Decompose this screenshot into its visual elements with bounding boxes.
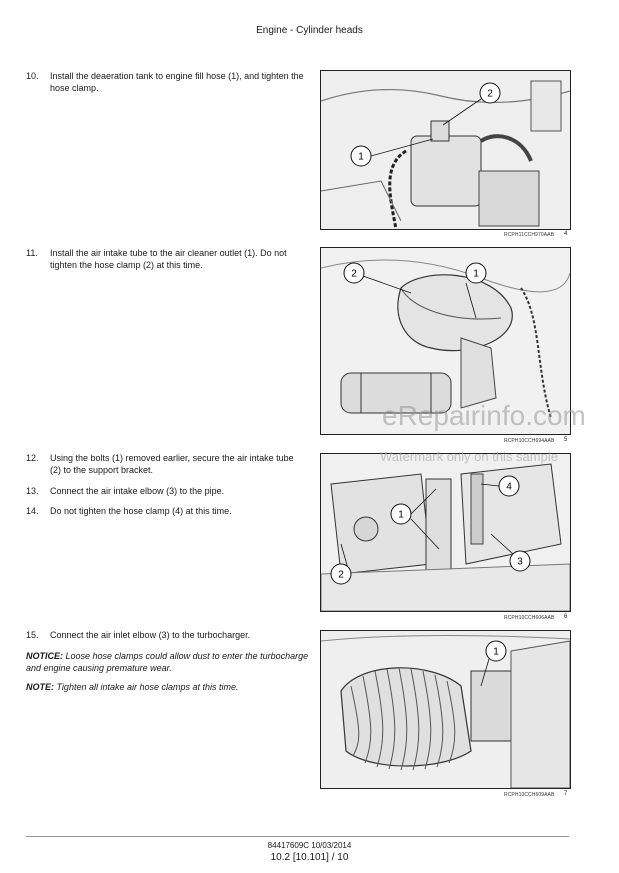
step-text: Install the deaeration tank to engine fill hose (1), and tighten the hose clamp. <box>50 71 304 93</box>
footer-doc: 84417609C 10/03/2014 <box>267 841 352 850</box>
figure-6-number: 6 <box>564 614 568 620</box>
watermark-text: Watermark only on this sample <box>380 449 558 464</box>
callout-label: 3 <box>517 556 523 568</box>
step-15 <box>26 629 306 641</box>
callout-label: 4 <box>506 481 512 493</box>
note-label: NOTE: <box>26 682 54 692</box>
step-number: 11. <box>26 248 38 258</box>
figure-5-code: RCPH10CCH694AAB <box>504 438 555 444</box>
note-text: Tighten all intake air hose clamps at this time. <box>56 682 239 692</box>
figure-4-number: 4 <box>564 231 568 237</box>
step-14 <box>26 505 306 517</box>
step-10 <box>26 70 306 94</box>
notice <box>26 650 311 674</box>
note <box>26 681 311 693</box>
notice-label: NOTICE: <box>26 651 63 661</box>
callout-label: 1 <box>398 509 404 521</box>
figure-7-number: 7 <box>564 791 568 797</box>
step-number: 14. <box>26 506 39 516</box>
notice-text: Loose hose clamps could allow dust to enter the turbocharge and engine causing premature wear. <box>26 651 309 673</box>
figure-4-code: RCPH11CCH970AAB <box>504 232 555 238</box>
step-12 <box>26 452 306 476</box>
footer-page: 10.2 [10.101] / 10 <box>270 852 349 863</box>
step-text: Do not tighten the hose clamp (4) at this time. <box>50 506 232 516</box>
figure-5-number: 5 <box>564 437 568 443</box>
step-11 <box>26 247 306 271</box>
figure-6-image <box>320 453 571 612</box>
figure-6-code: RCPH10CCH606AAB <box>504 615 555 621</box>
step-text: Using the bolts (1) removed earlier, secure the air intake tube (2) to the support bracket. <box>50 453 294 475</box>
figure-7-code: RCPH10CCH609AAB <box>504 792 555 798</box>
callout-label: 1 <box>493 646 499 658</box>
watermark-logo: eRepairinfo.com <box>382 400 586 431</box>
step-text: Connect the air inlet elbow (3) to the turbocharger. <box>50 630 251 640</box>
figure-4-image <box>320 70 571 230</box>
step-text: Connect the air intake elbow (3) to the pipe. <box>50 486 225 496</box>
step-13 <box>26 485 306 497</box>
step-number: 12. <box>26 453 39 463</box>
callout-label: 2 <box>351 268 357 280</box>
figure-7-image <box>320 630 571 789</box>
callout-label: 1 <box>358 151 364 163</box>
step-number: 10. <box>26 71 39 81</box>
step-number: 13. <box>26 486 39 496</box>
step-number: 15. <box>26 630 39 640</box>
callout-label: 2 <box>338 569 344 581</box>
footer-divider <box>26 836 569 837</box>
step-text: Install the air intake tube to the air cleaner outlet (1). Do not tighten the hose clamp (2) at this time. <box>50 248 287 270</box>
callout-label: 1 <box>473 268 479 280</box>
page-title: Engine - Cylinder heads <box>256 25 363 36</box>
callout-label: 2 <box>487 88 493 100</box>
